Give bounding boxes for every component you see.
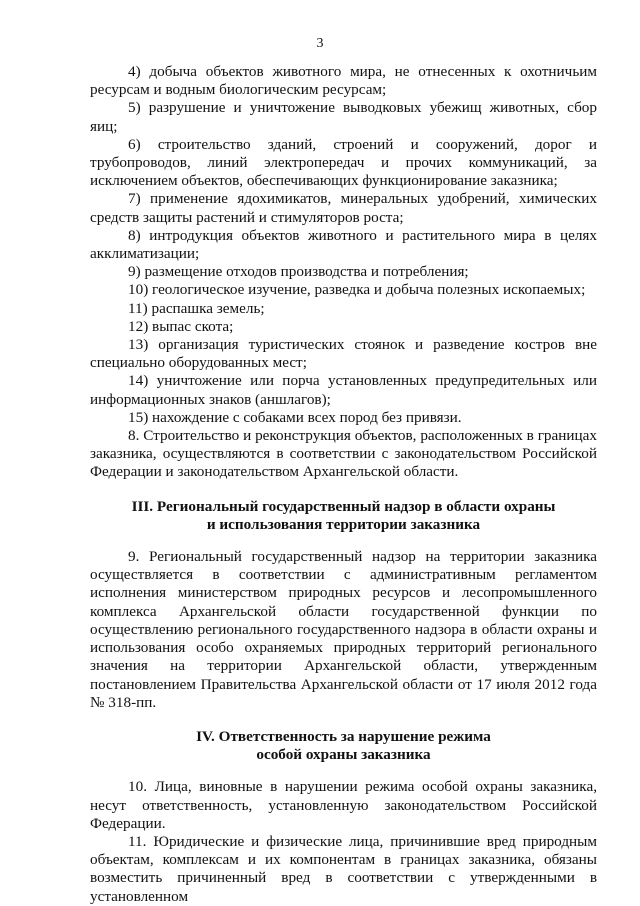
- list-item: 12) выпас скота;: [128, 317, 234, 335]
- section-3-title-line-1: III. Региональный государственный надзор в области охраны: [131, 497, 556, 515]
- list-item: 11) распашка земель;: [128, 299, 265, 317]
- list-item: 13) организация туристических стоянок и разведение костров вне специально оборудованных мест;: [90, 336, 597, 372]
- list-item: 10) геологическое изучение, разведка и добыча полезных ископаемых;: [128, 281, 586, 299]
- list-item: 7) применение ядохимикатов, минеральных удобрений, химических средств защиты растений и стимуляторов роста;: [90, 190, 597, 226]
- list-item: 8) интродукция объектов животного и растительного мира в целях акклиматизации;: [90, 226, 597, 263]
- document-body: [90, 63, 597, 906]
- section-4-title-line-2: особой охраны заказника: [256, 746, 431, 764]
- paragraph-11: 11. Юридические и физические лица, причинившие вред природным объектам, комплексам и их компонентам в границах заказника, обязаны возместить причиненный вред в соответствии с утвержденными в установленном: [90, 832, 597, 905]
- section-3-title-line-2: и использования территории заказника: [206, 515, 481, 533]
- paragraph-8: 8. Строительство и реконструкция объектов, расположенных в границах заказника, осуществляются в соответствии с законодательством Российской Федерации и законодательством Архангельской области.: [90, 427, 597, 481]
- list-item: 5) разрушение и уничтожение выводковых убежищ животных, сбор яиц;: [90, 99, 597, 135]
- prohibited-activities-list: [90, 63, 597, 427]
- paragraph-10: 10. Лица, виновные в нарушении режима особой охраны заказника, несут ответственность, установленную законодательством Российской Федерации.: [90, 778, 597, 832]
- page-number: 3: [316, 36, 324, 51]
- section-4-title-line-1: IV. Ответственность за нарушение режима: [196, 727, 491, 745]
- list-item: 9) размещение отходов производства и потребления;: [128, 263, 469, 281]
- list-item: 15) нахождение с собаками всех пород без привязи.: [128, 408, 462, 426]
- paragraph-9: 9. Региональный государственный надзор на территории заказника осуществляется в соответствии с административным регламентом исполнения министерством природных ресурсов и лесопромышленного комплекса Архангельской области государственной функции по осуществлению регионального государственного надзора в области охраны и использования особо охраняемых природных территорий регионального значения на территории Архангельской области, утвержденным постановлением Правительства Архангельской области от 17 июля 2012 года № 318-пп.: [90, 548, 597, 711]
- list-item: 4) добыча объектов животного мира, не отнесенных к охотничьим ресурсам и водным биологическим ресурсам;: [90, 63, 597, 99]
- list-item: 6) строительство зданий, строений и сооружений, дорог и трубопроводов, линий электропередач и прочих коммуникаций, за исключением объектов, обеспечивающих функционирование заказника;: [90, 135, 597, 190]
- list-item: 14) уничтожение или порча установленных предупредительных или информационных знаков (аншлагов);: [90, 372, 597, 408]
